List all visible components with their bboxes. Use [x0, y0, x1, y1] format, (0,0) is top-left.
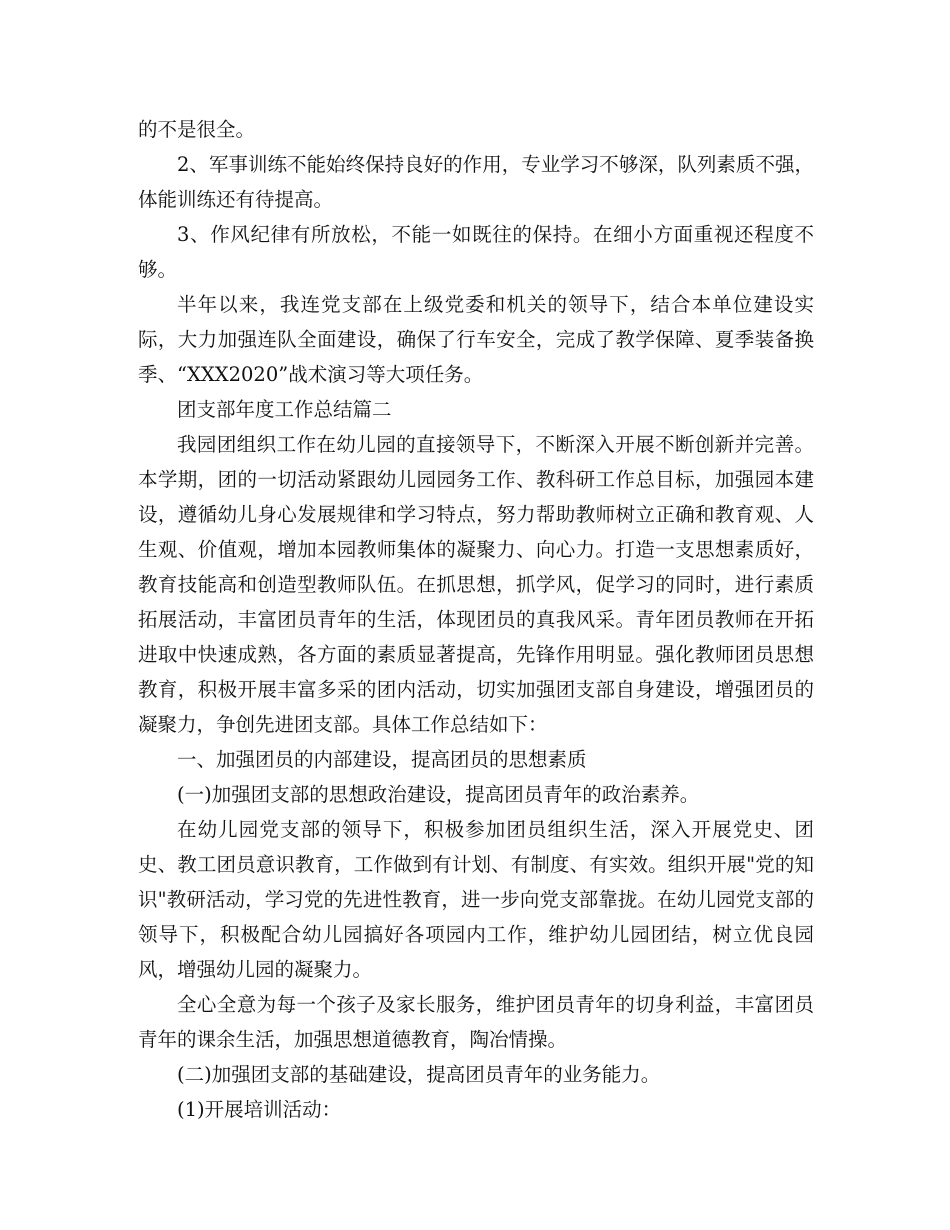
subheading-1-2: (二)加强团支部的基础建设，提高团员青年的业务能力。 [177, 1063, 661, 1086]
paragraph-1: 的不是很全。 [138, 118, 256, 141]
section-heading: 团支部年度工作总结篇二 [177, 398, 392, 421]
paragraph-9: 在幼儿园党支部的领导下，积极参加团员组织生活，深入开展党史、团史、教工团员意识教育，工作做到有计划、有制度、有实效。组织开展"党的知识"教研活动，学习党的先进性教育，进一步向党支部靠拢。在幼儿园党支部的领导下，积极配合幼儿园搞好各项园内工作，维护幼儿园团结，树立优良园风，增强幼儿园的凝聚力。 [138, 818, 814, 981]
paragraph-6: 我园团组织工作在幼儿园的直接领导下，不断深入开展不断创新并完善。本学期，团的一切活动紧跟幼儿园园务工作、教科研工作总目标，加强园本建设，遵循幼儿身心发展规律和学习特点，努力帮助教师树立正确和教育观、人生观、价值观，增加本园教师集体的凝聚力、向心力。打造一支思想素质好，教育技能高和创造型教师队伍。在抓思想，抓学风，促学习的同时，进行素质拓展活动，丰富团员青年的生活，体现团员的真我风采。青年团员教师在开拓进取中快速成熟，各方面的素质显著提高，先锋作用明显。强化教师团员思想教育，积极开展丰富多采的团内活动，切实加强团支部自身建设，增强团员的凝聚力，争创先进团支部。具体工作总结如下： [138, 433, 814, 736]
paragraph-4: 半年以来，我连党支部在上级党委和机关的领导下，结合本单位建设实际，大力加强连队全面建设，确保了行车安全，完成了教学保障、夏季装备换季、“XXX2020”战术演习等大项任务。 [138, 293, 814, 386]
subheading-1: 一、加强团员的内部建设，提高团员的思想素质 [177, 748, 587, 771]
paragraph-10: 全心全意为每一个孩子及家长服务，维护团员青年的切身利益，丰富团员青年的课余生活，加强思想道德教育，陶冶情操。 [138, 993, 814, 1051]
subheading-1-1: (一)加强团支部的思想政治建设，提高团员青年的政治素养。 [177, 783, 700, 806]
document-page [138, 112, 814, 1127]
list-item-training: (1)开展培训活动： [177, 1098, 342, 1121]
paragraph-3: 3、作风纪律有所放松，不能一如既往的保持。在细小方面重视还程度不够。 [138, 223, 814, 281]
paragraph-2: 2、军事训练不能始终保持良好的作用，专业学习不够深，队列素质不强，体能训练还有待提高。 [138, 153, 814, 211]
